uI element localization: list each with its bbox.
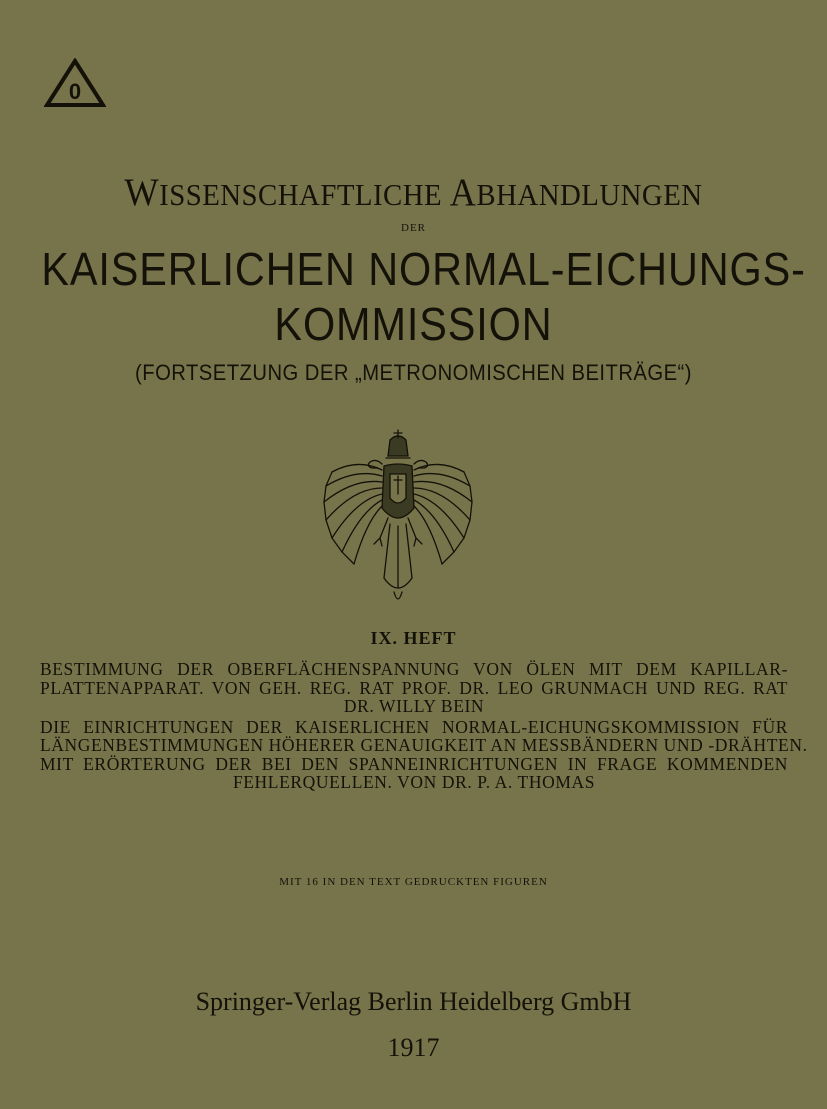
figures-note: MIT 16 IN DEN TEXT GEDRUCKTEN FIGUREN [279,876,548,888]
publication-year: 1917 [387,1033,440,1062]
logo-mark: 0 [68,79,82,104]
work-2-line: LÄNGENBESTIMMUNGEN HÖHERER GENAUIGKEIT AN MESSBÄNDERN UND -DRÄHTEN. [40,735,808,755]
work-1-line: DR. WILLY BEIN [343,696,485,716]
continuation-note: (FORTSETZUNG DER „METRONOMISCHEN BEITRÄGE“) [135,360,692,385]
imperial-eagle-icon [318,428,478,610]
work-1-line: BESTIMMUNG DER OBERFLÄCHENSPANNUNG VON ÖLEN MIT DEM KAPILLAR- [40,659,788,679]
institution-title-line-2: KOMMISSION [274,298,553,350]
institution-title-line-1: KAISERLICHEN NORMAL-EICHUNGS- [41,243,806,295]
der-label: DER [401,222,426,234]
series-title: WISSENSCHAFTLICHE ABHANDLUNGEN [124,171,703,214]
work-1-line: PLATTENAPPARAT. VON GEH. REG. RAT PROF. DR. LEO GRUNMACH UND REG. RAT [40,677,788,698]
work-2-line: MIT ERÖRTERUNG DER BEI DEN SPANNEINRICHTUNGEN IN FRAGE KOMMENDEN [40,753,788,774]
work-2-line: FEHLERQUELLEN. VON DR. P. A. THOMAS [232,772,596,792]
contents-block [40,659,808,792]
work-2-line: DIE EINRICHTUNGEN DER KAISERLICHEN NORMAL-EICHUNGSKOMMISSION FÜR [40,716,788,737]
warning-triangle-logo-icon [44,58,106,108]
publisher: Springer-Verlag Berlin Heidelberg GmbH [195,987,632,1016]
issue-number: IX. HEFT [370,628,457,648]
